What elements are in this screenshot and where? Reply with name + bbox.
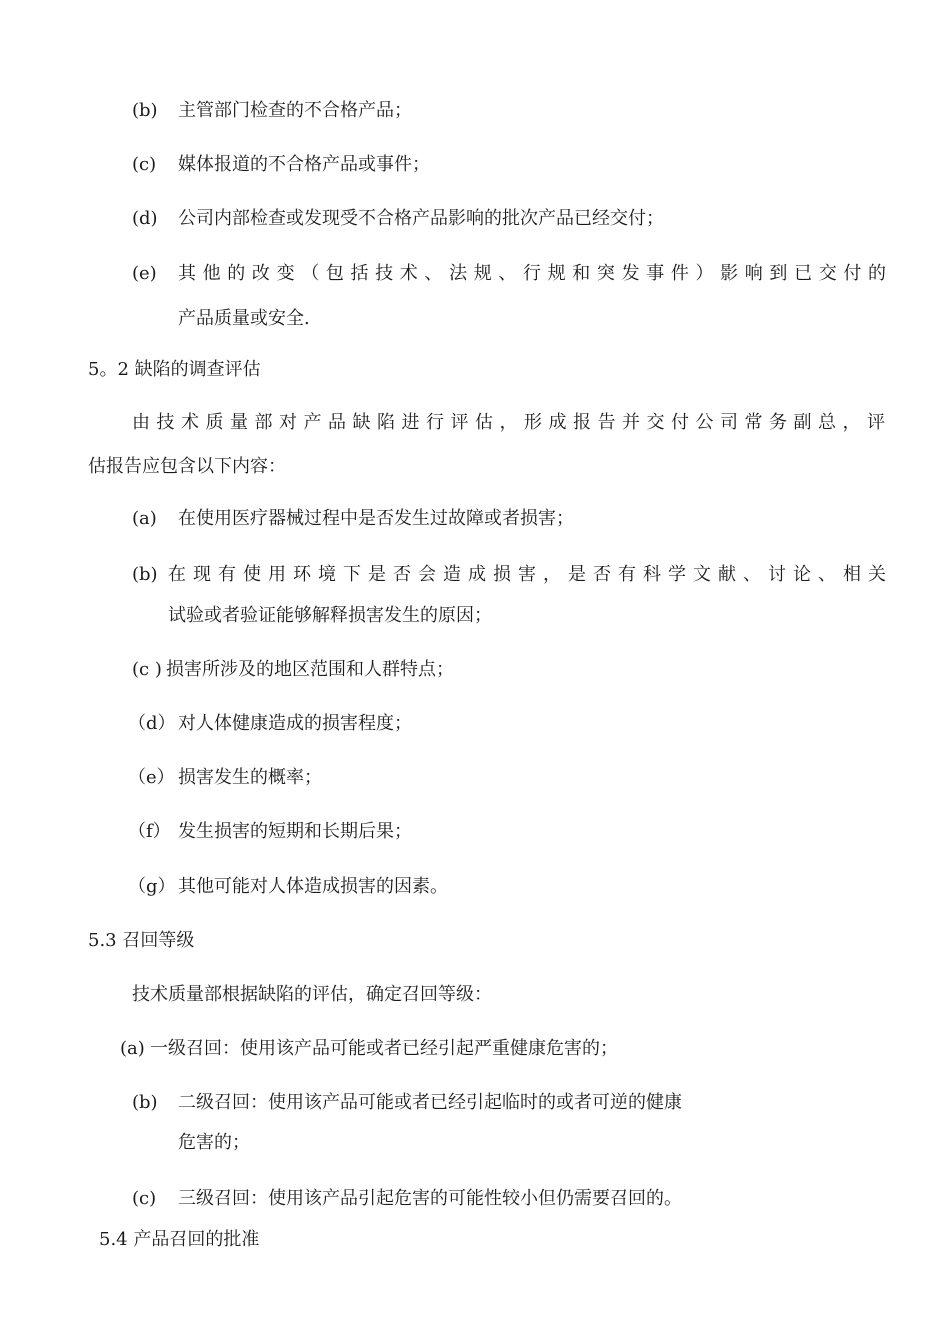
item-label: (b)	[132, 100, 158, 121]
item-label: （d）	[128, 713, 176, 734]
section-heading: 5.4 产品召回的批准	[99, 1229, 260, 1250]
item-label: (c )	[132, 659, 162, 680]
section-heading: 5.3 召回等级	[88, 930, 195, 951]
paragraph-line: 技术质量部根据缺陷的评估，确定召回等级：	[132, 984, 492, 1005]
item-label: (b)	[132, 564, 158, 585]
section-heading: 5。2 缺陷的调查评估	[88, 359, 261, 380]
item-label: (d)	[132, 208, 158, 229]
item-text: 其他可能对人体造成损害的因素。	[178, 876, 448, 897]
item-label: (a)	[120, 1038, 145, 1059]
item-text: 其他的改变（包括技术、法规、行规和突发事件）影响到已交付的	[178, 263, 886, 284]
item-text: 在使用医疗器械过程中是否发生过故障或者损害；	[178, 508, 574, 529]
list-item	[132, 658, 454, 682]
list-item	[132, 507, 574, 531]
item-text: 损害发生的概率；	[178, 767, 322, 788]
item-label: (c)	[132, 154, 157, 175]
list-item	[128, 766, 322, 790]
item-label: (a)	[132, 508, 157, 529]
item-text: 一级召回：使用该产品可能或者已经引起严重健康危害的；	[150, 1038, 618, 1059]
item-text: 二级召回：使用该产品可能或者已经引起临时的或者可逆的健康	[178, 1092, 682, 1113]
item-label: （e）	[128, 767, 175, 788]
list-item	[132, 207, 664, 231]
item-text: 公司内部检查或发现受不合格产品影响的批次产品已经交付；	[178, 208, 664, 229]
list-item	[128, 712, 412, 736]
list-item	[132, 153, 430, 177]
list-item	[120, 1037, 618, 1061]
paragraph-line: 估报告应包含以下内容：	[88, 456, 286, 477]
item-text: 对人体健康造成的损害程度；	[178, 713, 412, 734]
item-text-continued: 试验或者验证能够解释损害发生的原因；	[168, 605, 492, 626]
list-item	[132, 1091, 682, 1115]
item-text: 主管部门检查的不合格产品；	[178, 100, 412, 121]
item-text: 三级召回：使用该产品引起危害的可能性较小但仍需要召回的。	[178, 1188, 682, 1209]
list-item	[128, 820, 412, 844]
list-item	[128, 875, 448, 899]
item-text: 在现有使用环境下是否会造成损害，是否有科学文献、讨论、相关	[168, 564, 886, 585]
item-text: 媒体报道的不合格产品或事件；	[178, 154, 430, 175]
item-label: (c)	[132, 1188, 157, 1209]
item-text: 损害所涉及的地区范围和人群特点；	[166, 659, 454, 680]
list-item	[132, 262, 886, 286]
list-item	[132, 99, 412, 123]
item-text-continued: 产品质量或安全.	[178, 308, 310, 329]
item-text-continued: 危害的；	[178, 1132, 250, 1153]
item-label: (b)	[132, 1092, 158, 1113]
item-label: （f）	[128, 821, 171, 842]
item-text: 发生损害的短期和长期后果；	[178, 821, 412, 842]
item-label: (e)	[132, 263, 157, 284]
list-item	[132, 1187, 682, 1211]
item-label: （g）	[128, 876, 176, 897]
paragraph-line: 由技术质量部对产品缺陷进行评估，形成报告并交付公司常务副总，评	[132, 412, 885, 433]
list-item	[132, 563, 886, 587]
